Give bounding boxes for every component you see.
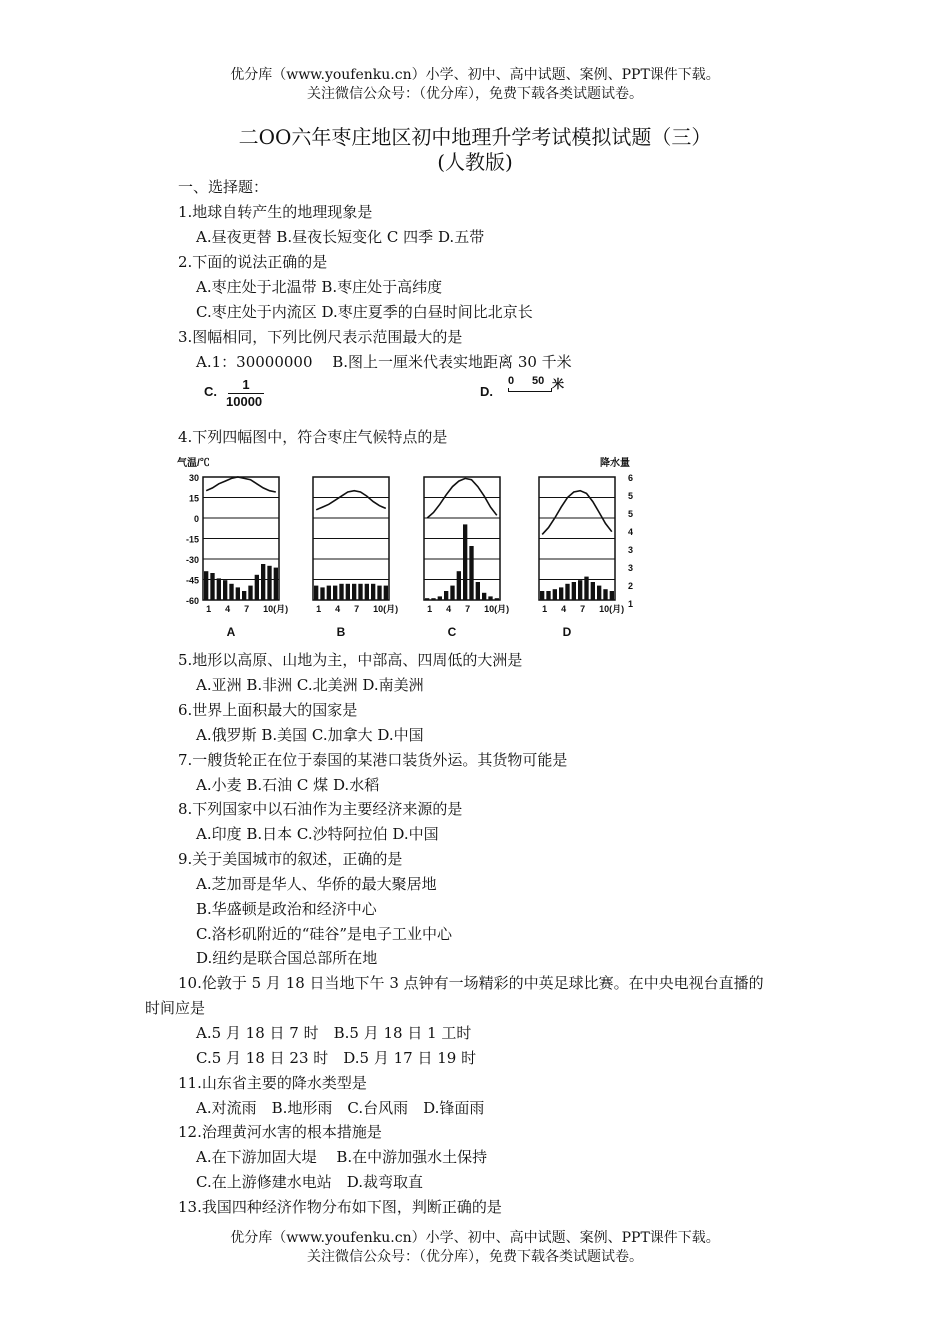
temperature-tick-label: 0 [193, 514, 199, 524]
question-9-option-d: D.纽约是联合国总部所在地 [196, 949, 378, 967]
precipitation-bar [371, 584, 375, 600]
question-2-options-row-1: A.枣庄处于北温带 B.枣庄处于高纬度 [196, 278, 443, 296]
page-footer-line-2: 关注微信公众号：（优分库），免费下载各类试题试卷。 [307, 1249, 643, 1265]
precipitation-bar [495, 598, 499, 600]
question-1-stem: 1.地球自转产生的地理现象是 [178, 203, 373, 221]
month-tick-label: 1 [316, 604, 322, 614]
temperature-axis-title: 气温/℃ [177, 458, 210, 469]
temperature-line [427, 478, 497, 518]
precipitation-bar [559, 587, 563, 600]
precipitation-bar [578, 580, 582, 600]
precipitation-bar [229, 584, 233, 600]
question-9-option-b: B.华盛顿是政治和经济中心 [196, 900, 377, 918]
precipitation-bar [591, 582, 595, 600]
precipitation-bar [540, 591, 544, 600]
temperature-tick-label: 30 [188, 473, 199, 483]
precipitation-bar [553, 589, 557, 600]
month-tick-label: 1 [206, 604, 212, 614]
temperature-line [316, 491, 386, 510]
precipitation-bar [603, 589, 607, 600]
question-9-option-a: A.芝加哥是华人、华侨的最大聚居地 [196, 875, 437, 893]
month-tick-label: 10(月) [484, 604, 510, 614]
question-1-options: A.昼夜更替 B.昼夜长短变化 C 四季 D.五带 [196, 228, 485, 246]
section-heading: 一、选择题： [178, 178, 269, 196]
precipitation-bar [384, 586, 388, 600]
chart-panel-label: B [336, 625, 346, 639]
scale-bar-fifty: 50 [532, 375, 545, 387]
month-tick-label: 1 [427, 604, 433, 614]
month-tick-label: 10(月) [599, 604, 625, 614]
month-tick-label: 4 [561, 604, 567, 614]
month-tick-label: 10(月) [263, 604, 289, 614]
precipitation-bar [431, 598, 435, 600]
precipitation-bar [327, 586, 331, 600]
precipitation-axis-title: 降水量 [600, 458, 630, 469]
scale-fraction-numerator: 1 [242, 377, 250, 392]
month-tick-label: 1 [542, 604, 548, 614]
temperature-line [206, 477, 276, 492]
question-7-options: A.小麦 B.石油 C 煤 D.水稻 [196, 776, 380, 794]
precipitation-bar [339, 584, 343, 600]
month-tick-label: 4 [335, 604, 341, 614]
precipitation-bar [236, 587, 240, 600]
precipitation-tick-label: 6 [627, 473, 633, 483]
scale-option-d [480, 375, 580, 405]
precipitation-bar [210, 573, 214, 600]
question-12-options-row-2: C.在上游修建水电站 D.裁弯取直 [196, 1173, 423, 1191]
temperature-tick-label: -45 [185, 575, 199, 586]
precipitation-bar [267, 566, 271, 600]
question-12-options-row-1: A.在下游加固大堤 B.在中游加强水土保持 [196, 1148, 488, 1166]
month-tick-label: 7 [580, 604, 586, 614]
precipitation-bar [463, 524, 467, 600]
question-11-stem: 11.山东省主要的降水类型是 [178, 1074, 367, 1092]
scale-option-c-label: C. [204, 384, 217, 399]
question-10-options-row-2: C.5 月 18 日 23 时 D.5 月 17 日 19 时 [196, 1049, 477, 1067]
exam-subtitle: (人教版) [437, 150, 513, 174]
question-10-stem-continued: 时间应是 [145, 999, 206, 1017]
chart-panel-label: D [562, 625, 572, 639]
precipitation-tick-label: 2 [627, 581, 633, 591]
precipitation-bar [546, 591, 550, 600]
precipitation-bar [476, 582, 480, 600]
page-header-line-1: 优分库（www.youfenku.cn）小学、初中、高中试题、案例、PPT课件下载。 [230, 67, 720, 83]
scale-bar-unit: 米 [552, 377, 565, 391]
question-4-stem: 4.下列四幅图中，符合枣庄气候特点的是 [178, 428, 448, 446]
question-3-stem: 3.图幅相同，下列比例尺表示范围最大的是 [178, 328, 463, 346]
precipitation-tick-label: 3 [627, 545, 633, 555]
month-tick-label: 7 [244, 604, 250, 614]
temperature-tick-label: -15 [185, 534, 199, 545]
precipitation-bar [223, 580, 227, 600]
chart-panel-label: C [447, 625, 457, 639]
question-12-stem: 12.治理黄河水害的根本措施是 [178, 1123, 382, 1141]
precipitation-bar [358, 584, 362, 600]
exam-title: 二OO六年枣庄地区初中地理升学考试模拟试题（三） [238, 125, 712, 149]
precipitation-bar [584, 577, 588, 600]
precipitation-bar [261, 564, 265, 600]
precipitation-bar [565, 584, 569, 600]
question-2-options-row-2: C.枣庄处于内流区 D.枣庄夏季的白昼时间比北京长 [196, 303, 533, 321]
temperature-tick-label: -60 [185, 596, 199, 606]
precipitation-tick-label: 5 [627, 509, 633, 519]
month-tick-label: 7 [354, 604, 360, 614]
temperature-tick-label: 15 [188, 493, 199, 504]
precipitation-bar [457, 571, 461, 600]
scale-fraction-denominator: 10000 [226, 394, 263, 409]
question-10-options-row-1: A.5 月 18 日 7 时 B.5 月 18 日 1 工时 [196, 1024, 472, 1042]
precipitation-bar [572, 582, 576, 600]
precipitation-tick-label: 1 [627, 599, 633, 609]
question-9-option-c: C.洛杉矶附近的“硅谷”是电子工业中心 [196, 925, 453, 943]
precipitation-bar [352, 584, 356, 600]
question-6-stem: 6.世界上面积最大的国家是 [178, 701, 358, 719]
precipitation-bar [333, 586, 337, 600]
question-13-stem: 13.我国四种经济作物分布如下图，判断正确的是 [178, 1198, 502, 1216]
question-6-options: A.俄罗斯 B.美国 C.加拿大 D.中国 [196, 726, 424, 744]
precipitation-tick-label: 5 [627, 491, 633, 501]
precipitation-bar [438, 596, 442, 600]
precipitation-bar [482, 593, 486, 600]
question-11-options: A.对流雨 B.地形雨 C.台风雨 D.锋面雨 [196, 1099, 485, 1117]
precipitation-bar [320, 587, 324, 600]
scale-bar-line [508, 388, 552, 392]
question-7-stem: 7.一艘货轮正在位于泰国的某港口装货外运。其货物可能是 [178, 751, 568, 769]
precipitation-bar [217, 578, 221, 600]
precipitation-bar [274, 568, 278, 600]
precipitation-bar [314, 586, 318, 600]
month-tick-label: 7 [465, 604, 471, 614]
question-10-stem: 10.伦敦于 5 月 18 日当地下午 3 点钟有一场精彩的中英足球比赛。在中央电视台直播的 [178, 974, 764, 992]
chart-panel-label: A [226, 625, 236, 639]
question-3-options: A.1：30000000 B.图上一厘米代表实地距离 30 千米 [196, 353, 572, 371]
precipitation-bar [444, 591, 448, 600]
question-5-options: A.亚洲 B.非洲 C.北美洲 D.南美洲 [196, 676, 424, 694]
question-8-stem: 8.下列国家中以石油作为主要经济来源的是 [178, 800, 463, 818]
page-footer-line-1: 优分库（www.youfenku.cn）小学、初中、高中试题、案例、PPT课件下载。 [230, 1230, 720, 1246]
precipitation-bar [377, 586, 381, 600]
precipitation-bar [365, 584, 369, 600]
precipitation-bar [597, 586, 601, 600]
precipitation-bar [488, 596, 492, 600]
question-9-stem: 9.关于美国城市的叙述，正确的是 [178, 850, 403, 868]
month-tick-label: 4 [446, 604, 452, 614]
precipitation-tick-label: 4 [627, 527, 633, 537]
precipitation-bar [450, 586, 454, 600]
page-header-line-2: 关注微信公众号：（优分库），免费下载各类试题试卷。 [307, 86, 643, 102]
temperature-tick-label: -30 [185, 555, 199, 565]
precipitation-bar [425, 598, 429, 600]
precipitation-bar [346, 584, 350, 600]
month-tick-label: 10(月) [373, 604, 399, 614]
month-tick-label: 4 [225, 604, 231, 614]
precipitation-bar [248, 586, 252, 600]
precipitation-bar [204, 571, 208, 600]
precipitation-bar [255, 575, 259, 600]
scale-option-d-label: D. [480, 384, 493, 399]
precipitation-bar [469, 546, 473, 600]
precipitation-tick-label: 3 [627, 563, 633, 573]
question-8-options: A.印度 B.日本 C.沙特阿拉伯 D.中国 [196, 825, 439, 843]
question-2-stem: 2.下面的说法正确的是 [178, 253, 328, 271]
climate-charts [175, 453, 635, 643]
scale-bar-zero: 0 [508, 375, 515, 387]
question-5-stem: 5.地形以高原、山地为主，中部高、四周低的大洲是 [178, 651, 523, 669]
precipitation-bar [610, 591, 614, 600]
precipitation-bar [242, 591, 246, 600]
